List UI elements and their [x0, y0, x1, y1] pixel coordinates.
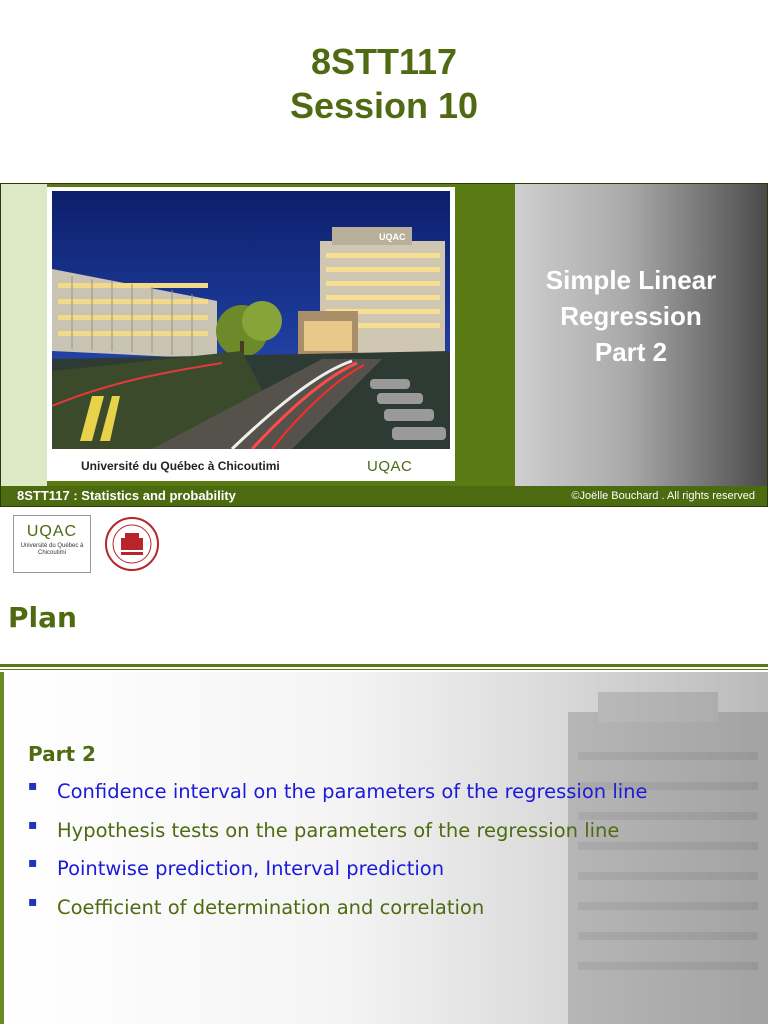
- plan-bullet-list: [28, 780, 648, 934]
- bullet-square-icon: ▪: [28, 893, 38, 910]
- bullet-square-icon: ▪: [28, 778, 38, 794]
- list-item: [28, 857, 648, 896]
- bullet-square-icon: ▪: [28, 816, 38, 833]
- plan-title: Plan: [8, 601, 77, 634]
- session-title: [0, 40, 768, 128]
- title-banner: [0, 183, 768, 507]
- course-label: 8STT117 : Statistics and probability: [17, 488, 236, 503]
- title-divider: [0, 664, 768, 667]
- copyright-notice: ©Joëlle Bouchard . All rights reserved: [571, 490, 755, 502]
- bullet-text: Pointwise prediction, Interval prediction: [57, 857, 445, 880]
- list-item: [28, 893, 648, 935]
- uqac-logo-text: UQAC: [26, 523, 78, 540]
- campus-photo: [52, 191, 450, 449]
- banner-left-strip: [1, 184, 47, 486]
- campus-photo-frame: [47, 187, 455, 481]
- list-item: [28, 780, 648, 819]
- banner-footer: [1, 486, 767, 506]
- bullet-text: Confidence interval on the parameters of the regression line: [57, 780, 648, 803]
- part-title: Part 2: [28, 742, 96, 766]
- list-item: [28, 816, 648, 858]
- photo-caption: Université du Québec à Chicoutimi: [81, 459, 280, 473]
- uqac-logo: [13, 515, 91, 573]
- title-divider-thin: [0, 669, 768, 670]
- building-sign: UQAC: [379, 232, 406, 242]
- session-number: Session 10: [289, 85, 479, 126]
- bullet-text: Hypothesis tests on the parameters of the regression line: [57, 818, 620, 842]
- course-code: 8STT117: [310, 41, 458, 82]
- bullet-text: Coefficient of determination and correlation: [57, 895, 485, 919]
- university-seal-icon: [104, 516, 160, 572]
- plan-content-area: [0, 672, 768, 1024]
- photo-logo: UQAC: [367, 458, 413, 475]
- lecture-subtitle: Simple Linear Regression Part 2: [545, 265, 717, 367]
- uqac-logo-subtext: Université du Québec à Chicoutimi: [20, 543, 84, 556]
- content-left-accent: [0, 672, 4, 1024]
- banner-title-panel: [515, 184, 767, 486]
- bullet-square-icon: ▪: [28, 855, 38, 871]
